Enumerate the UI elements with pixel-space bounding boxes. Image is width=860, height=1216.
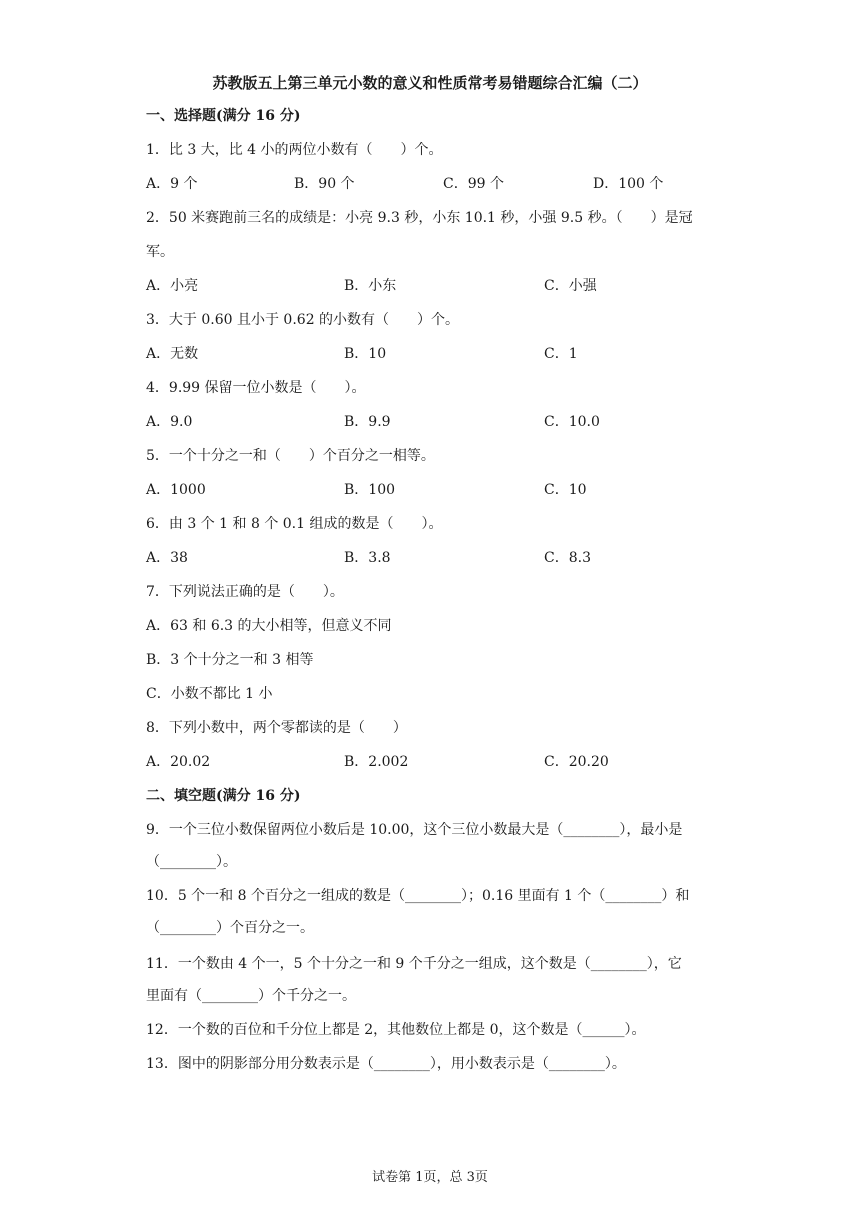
question-2-cont: 军。 — [146, 244, 174, 260]
question-11: 11．一个数由 4 个一，5 个十分之一和 9 个千分之一组成，这个数是（________），它 — [146, 956, 682, 972]
q4-option-c: C．10.0 — [544, 414, 600, 430]
q1-option-d: D．100 个 — [593, 176, 664, 192]
q5-option-c: C．10 — [544, 482, 587, 498]
q6-option-a: A．38 — [146, 550, 188, 566]
q1-option-c: C．99 个 — [443, 176, 504, 192]
q7-option-b: B．3 个十分之一和 3 相等 — [146, 652, 314, 668]
question-8: 8．下列小数中，两个零都读的是（ ） — [146, 720, 407, 736]
q2-option-b: B．小东 — [344, 278, 397, 294]
q1-option-a: A．9 个 — [146, 176, 198, 192]
q2-option-c: C．小强 — [544, 278, 597, 294]
section-heading-fill: 二、填空题(满分 16 分) — [146, 788, 301, 804]
q4-option-a: A．9.0 — [146, 414, 193, 430]
q8-option-b: B．2.002 — [344, 754, 409, 770]
q5-option-b: B．100 — [344, 482, 396, 498]
q1-option-b: B．90 个 — [294, 176, 355, 192]
page-footer: 试卷第 1页，总 3页 — [372, 1170, 488, 1185]
question-7: 7．下列说法正确的是（ ）。 — [146, 584, 344, 600]
section-heading-choice: 一、选择题(满分 16 分) — [146, 108, 301, 124]
q5-option-a: A．1000 — [146, 482, 206, 498]
q3-option-a: A．无数 — [146, 346, 199, 362]
q4-option-b: B．9.9 — [344, 414, 391, 430]
question-11-cont: 里面有（________）个千分之一。 — [146, 988, 356, 1004]
q6-option-c: C．8.3 — [544, 550, 591, 566]
q3-option-b: B．10 — [344, 346, 387, 362]
q7-option-a: A．63 和 6.3 的大小相等，但意义不同 — [146, 618, 392, 634]
page-title: 苏教版五上第三单元小数的意义和性质常考易错题综合汇编（二） — [212, 74, 648, 92]
question-6: 6．由 3 个 1 和 8 个 0.1 组成的数是（ ）。 — [146, 516, 443, 532]
question-13: 13．图中的阴影部分用分数表示是（________），用小数表示是（________）。 — [146, 1056, 626, 1072]
question-12: 12．一个数的百位和千分位上都是 2，其他数位上都是 0，这个数是（______）。 — [146, 1022, 646, 1038]
q6-option-b: B．3.8 — [344, 550, 391, 566]
q7-option-c: C．小数不都比 1 小 — [146, 686, 273, 702]
question-10: 10．5 个一和 8 个百分之一组成的数是（________）；0.16 里面有 1 个（________）和 — [146, 888, 690, 904]
question-1: 1．比 3 大，比 4 小的两位小数有（ ）个。 — [146, 142, 443, 158]
question-2: 2．50 米赛跑前三名的成绩是：小亮 9.3 秒，小东 10.1 秒，小强 9.5 秒。（ ）是冠 — [146, 210, 693, 226]
question-4: 4．9.99 保留一位小数是（ ）。 — [146, 380, 366, 396]
question-5: 5．一个十分之一和（ ）个百分之一相等。 — [146, 448, 435, 464]
q8-option-a: A．20.02 — [146, 754, 211, 770]
question-3: 3．大于 0.60 且小于 0.62 的小数有（ ）个。 — [146, 312, 460, 328]
question-9-cont: （________）。 — [146, 854, 237, 870]
q2-option-a: A．小亮 — [146, 278, 199, 294]
q3-option-c: C．1 — [544, 346, 578, 362]
question-10-cont: （________）个百分之一。 — [146, 920, 314, 936]
q8-option-c: C．20.20 — [544, 754, 609, 770]
question-9: 9．一个三位小数保留两位小数后是 10.00，这个三位小数最大是（________），最小是 — [146, 822, 683, 838]
